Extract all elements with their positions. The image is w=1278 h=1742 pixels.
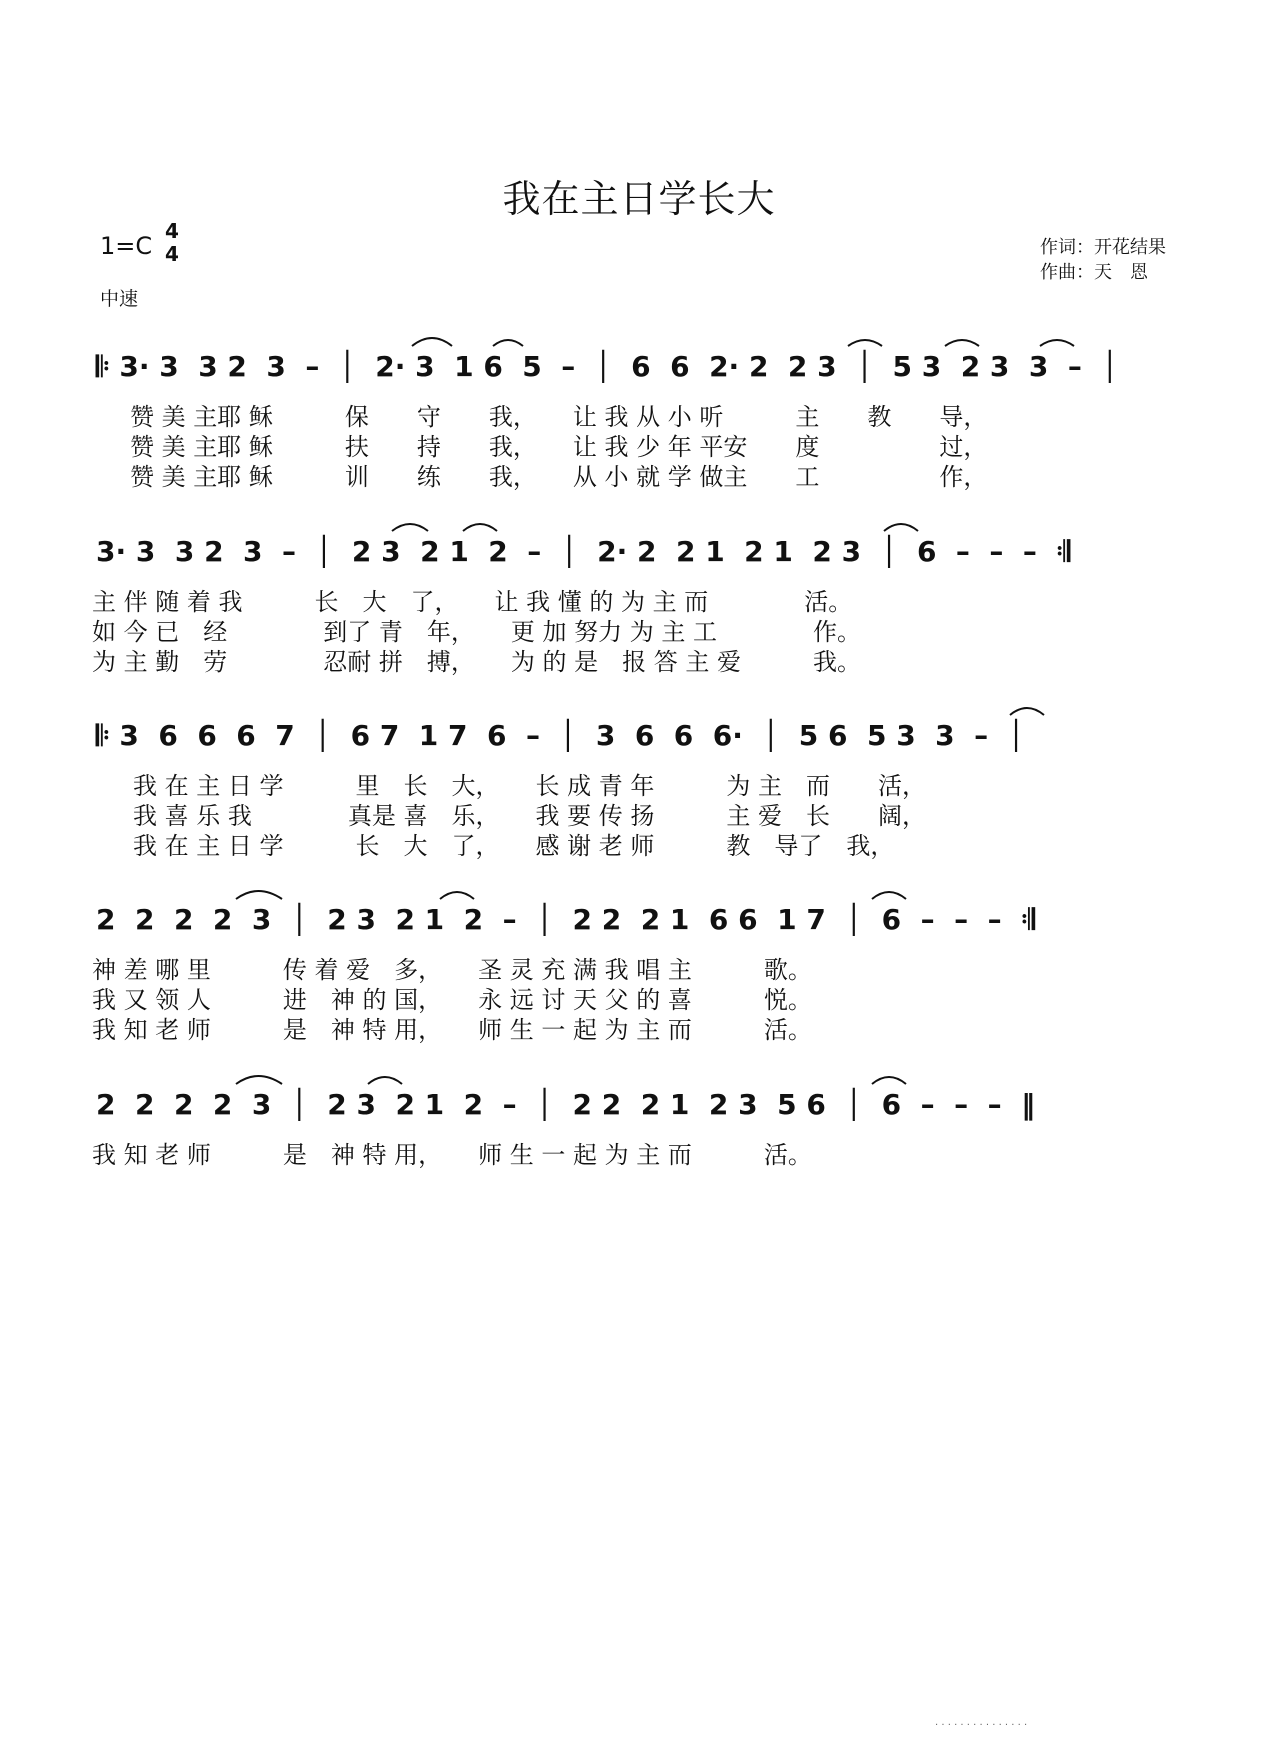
composer-credit: 作曲：天 恩 — [1040, 262, 1148, 283]
lyric-line-2-3: 为 主 勤 劳 忍耐 拼 搏， 为 的 是 报 答 主 爱 我。 — [92, 648, 862, 676]
melody-line-2: 3· 3 3 2 3 – │ 2 3 2 1 2 – │ 2· 2 2 1 2 1 2 3 │ 6 – – – 𝄇 — [96, 535, 1071, 568]
tempo-marking: 中速 — [100, 288, 139, 310]
melody-line-3: 𝄆 3 6 6 6 7 │ 6 7 1 7 6 – │ 3 6 6 6· │ 5 6 5 3 3 – │ — [96, 719, 1025, 752]
lyric-line-4-1: 神 差 哪 里 传 着 爱 多， 圣 灵 充 满 我 唱 主 歌。 — [92, 956, 812, 984]
slur-mark — [412, 338, 452, 346]
lyric-line-3-2: 我 喜 乐 我 真是 喜 乐， 我 要 传 扬 主 爱 长 阔， — [133, 802, 927, 830]
slur-mark — [945, 340, 979, 346]
time-signature-top: 4 — [165, 219, 179, 243]
time-signature-bottom: 4 — [165, 242, 179, 266]
lyric-line-5-1: 我 知 老 师 是 神 特 用， 师 生 一 起 为 主 而 活。 — [92, 1141, 812, 1169]
slur-mark — [392, 524, 428, 531]
slur-mark — [368, 1077, 402, 1084]
lyric-line-3-1: 我 在 主 日 学 里 长 大， 长 成 青 年 为 主 而 活， — [133, 772, 927, 800]
slur-mark — [872, 892, 906, 899]
slur-mark — [1040, 340, 1074, 346]
lyricist-credit: 作词：开花结果 — [1040, 237, 1166, 258]
melody-line-5: 2 2 2 2 3 │ 2 3 2 1 2 – │ 2 2 2 1 2 3 5 6 │ 6 – – – ‖ — [96, 1088, 1036, 1121]
lyric-line-2-1: 主 伴 随 着 我 长 大 了， 让 我 懂 的 为 主 而 活。 — [92, 588, 853, 616]
lyric-line-3-3: 我 在 主 日 学 长 大 了， 感 谢 老 师 教 导了 我， — [133, 832, 895, 860]
key-signature: 1=C — [100, 232, 153, 260]
slur-mark — [440, 892, 474, 899]
melody-line-4: 2 2 2 2 3 │ 2 3 2 1 2 – │ 2 2 2 1 6 6 1 7 │ 6 – – – 𝄇 — [96, 903, 1035, 936]
lyric-line-4-3: 我 知 老 师 是 神 特 用， 师 生 一 起 为 主 而 活。 — [92, 1016, 812, 1044]
melody-line-1: 𝄆 3· 3 3 2 3 – │ 2· 3 1 6 5 – │ 6 6 2· 2 2 3 │ 5 3 2 3 3 – │ — [96, 350, 1119, 383]
slur-mark — [884, 524, 918, 531]
lyric-line-2-2: 如 今 已 经 到了 青 年， 更 加 努力 为 主 工 作。 — [92, 618, 862, 646]
song-title: 我在主日学长大 — [502, 177, 776, 221]
lyric-line-1-1: 赞 美 主耶 稣 保 守 我， 让 我 从 小 听 主 教 导， — [130, 403, 988, 431]
lyric-line-1-3: 赞 美 主耶 稣 训 练 我， 从 小 就 学 做主 工 作， — [130, 463, 988, 491]
lyric-line-1-2: 赞 美 主耶 稣 扶 持 我， 让 我 少 年 平安 度 过， — [130, 433, 988, 461]
slur-mark — [1010, 708, 1044, 715]
time-signature — [162, 220, 182, 266]
slur-mark — [236, 1076, 282, 1084]
slur-mark — [493, 340, 523, 346]
slur-mark — [872, 1077, 906, 1084]
lyric-line-4-2: 我 又 领 人 进 神 的 国， 永 远 讨 天 父 的 喜 悦。 — [92, 986, 812, 1014]
slur-mark — [848, 340, 882, 346]
slur-mark — [236, 891, 282, 899]
slur-mark — [463, 524, 497, 531]
footer-watermark: · · · · · · · · · · · · · · · — [935, 1720, 1028, 1731]
